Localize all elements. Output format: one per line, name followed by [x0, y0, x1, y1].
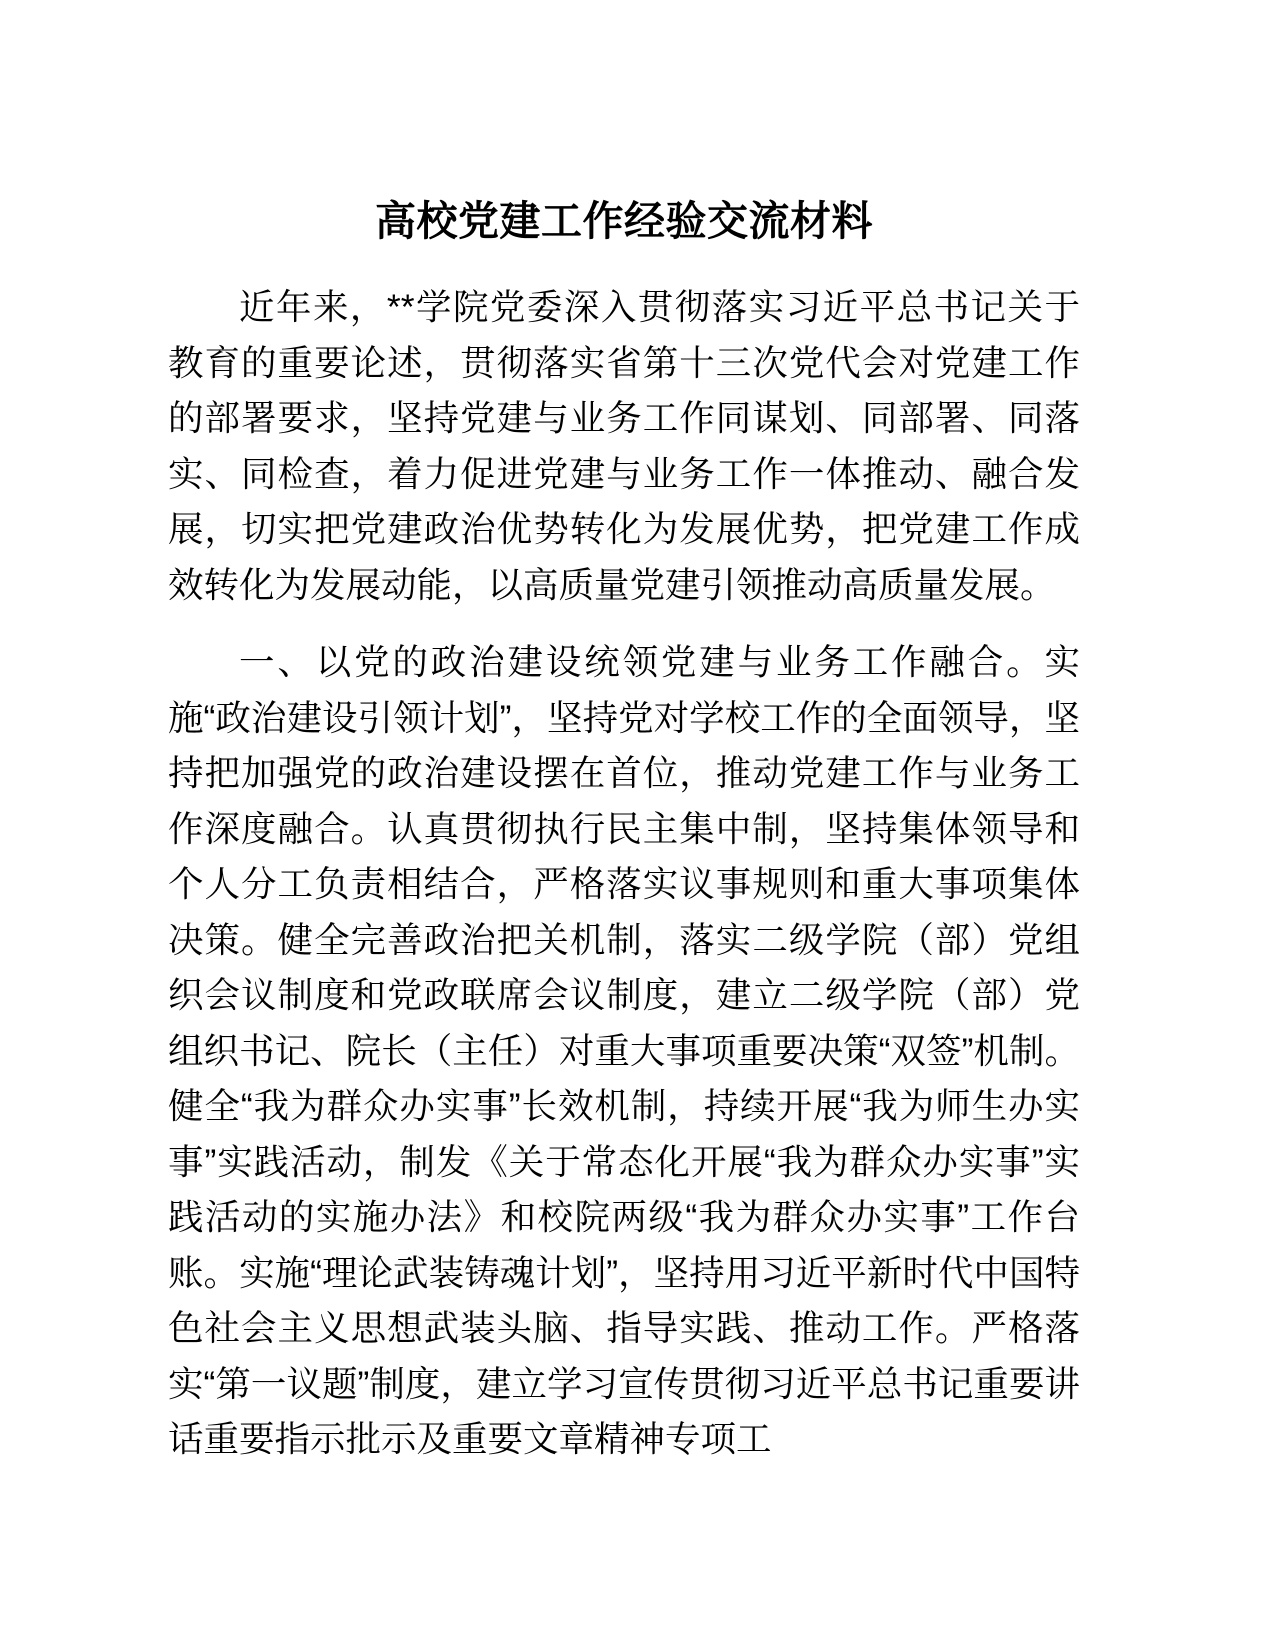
paragraph-intro: 近年来，**学院党委深入贯彻落实习近平总书记关于教育的重要论述，贯彻落实省第十三次党代会对党建工作的部署要求，坚持党建与业务工作同谋划、同部署、同落实、同检查，着力促进党建与业务工作一体推动、融合发展，切实把党建政治优势转化为发展优势，把党建工作成效转化为发展动能，以高质量党建引领推动高质量发展。	[168, 287, 1080, 605]
paragraph-section-one: 一、以党的政治建设统领党建与业务工作融合。实施“政治建设引领计划”，坚持党对学校工作的全面领导，坚持把加强党的政治建设摆在首位，推动党建工作与业务工作深度融合。认真贯彻执行民主集中制，坚持集体领导和个人分工负责相结合，严格落实议事规则和重大事项集体决策。健全完善政治把关机制，落实二级学院（部）党组织会议制度和党政联席会议制度，建立二级学院（部）党组织书记、院长（主任）对重大事项重要决策“双签”机制。健全“我为群众办实事”长效机制，持续开展“我为师生办实事”实践活动，制发《关于常态化开展“我为群众办实事”实践活动的实施办法》和校院两级“我为群众办实事”工作台账。实施“理论武装铸魂计划”，坚持用习近平新时代中国特色社会主义思想武装头脑、指导实践、推动工作。严格落实“第一议题”制度，建立学习宣传贯彻习近平总书记重要讲话重要指示批示及重要文章精神专项工	[168, 642, 1080, 1460]
document-body	[168, 0, 1080, 1468]
page-title: 高校党建工作经验交流材料	[375, 198, 873, 244]
